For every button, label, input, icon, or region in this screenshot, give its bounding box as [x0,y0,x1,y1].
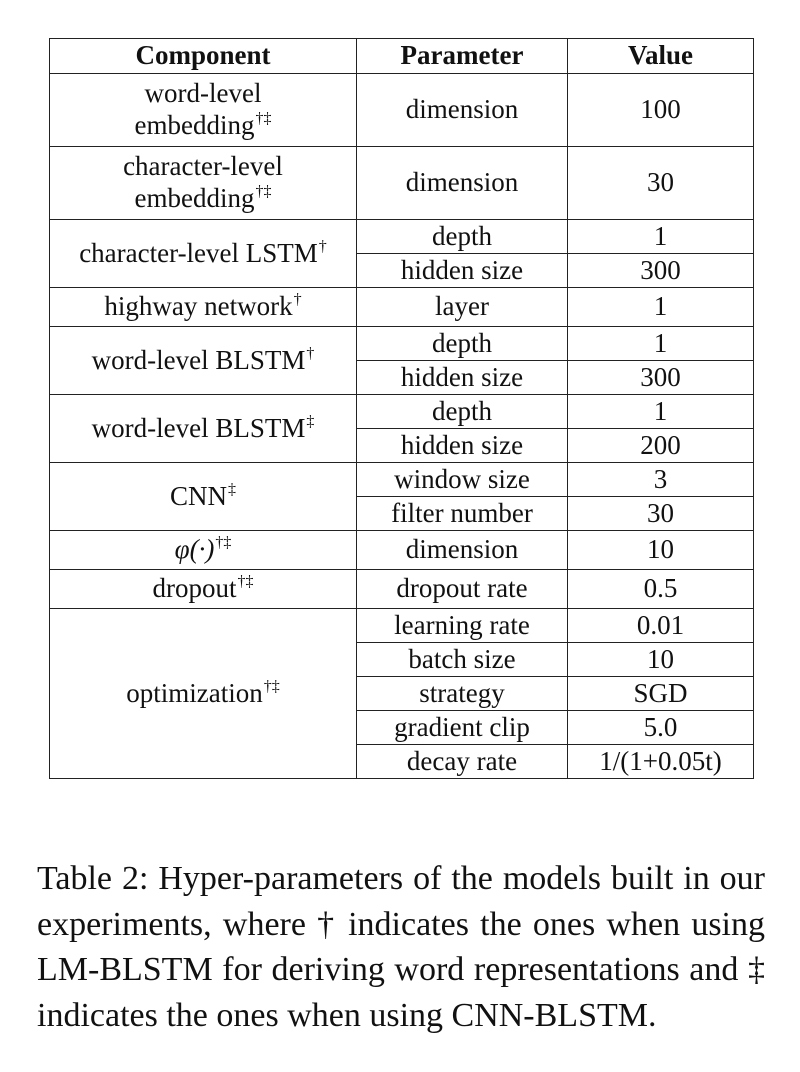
component-cell [50,531,357,570]
value-cell: 1 [568,327,754,361]
value-cell: 10 [568,643,754,677]
component-name: character-level LSTM [79,237,318,268]
parameter-cell: gradient clip [357,711,568,745]
annotation-marks: † [306,344,315,362]
parameter-cell: learning rate [357,609,568,643]
table-row [50,531,754,570]
parameter-cell: depth [357,327,568,361]
table-row [50,147,754,220]
header-parameter: Parameter [357,39,568,74]
table-row [50,220,754,254]
value-cell: 1/(1+0.05t) [568,745,754,779]
table-row [50,288,754,327]
component-cell [50,220,357,288]
table-row [50,463,754,497]
value-cell: 30 [568,497,754,531]
component-name: character-level embedding [123,151,283,213]
component-cell [50,147,357,220]
annotation-marks: †‡ [255,110,272,127]
value-cell: 0.01 [568,609,754,643]
value-cell: 3 [568,463,754,497]
parameter-cell: dimension [357,531,568,570]
annotation-marks: †‡ [263,677,280,695]
value-cell: 10 [568,531,754,570]
value-cell: 30 [568,147,754,220]
value-cell: 300 [568,361,754,395]
component-name: φ(·) [174,534,215,565]
component-cell [50,327,357,395]
value-cell: 300 [568,254,754,288]
component-cell [50,395,357,463]
parameter-cell: filter number [357,497,568,531]
value-cell: 1 [568,395,754,429]
hyperparameter-table [49,38,754,779]
annotation-marks: † [318,237,327,255]
parameter-cell: layer [357,288,568,327]
parameter-cell: window size [357,463,568,497]
parameter-cell: batch size [357,643,568,677]
component-cell [50,609,357,779]
value-cell: 5.0 [568,711,754,745]
component-cell [50,288,357,327]
value-cell: 100 [568,74,754,147]
component-name: word-level embedding [134,78,262,140]
component-name: word-level BLSTM [91,344,306,375]
component-name: dropout [152,573,237,604]
parameter-cell: dimension [357,74,568,147]
component-name: optimization [126,677,263,708]
parameter-cell: depth [357,220,568,254]
value-cell: 0.5 [568,570,754,609]
table-row [50,570,754,609]
parameter-cell: dropout rate [357,570,568,609]
annotation-marks: †‡ [215,534,232,552]
annotation-marks: †‡ [237,573,254,591]
header-value: Value [568,39,754,74]
table-body [50,74,754,779]
hyperparameter-table-container [49,38,753,779]
table-row [50,327,754,361]
parameter-cell: dimension [357,147,568,220]
header-row [50,39,754,74]
table-row [50,74,754,147]
annotation-marks: † [293,291,302,309]
component-name: highway network [104,291,293,322]
annotation-marks: ‡ [228,480,236,498]
component-name: word-level BLSTM [91,412,306,443]
annotation-marks: ‡ [306,412,315,430]
parameter-cell: depth [357,395,568,429]
value-cell: SGD [568,677,754,711]
table-row [50,395,754,429]
component-name: CNN [169,480,227,511]
parameter-cell: hidden size [357,254,568,288]
table-row [50,609,754,643]
value-cell: 1 [568,288,754,327]
component-cell [50,570,357,609]
annotation-marks: †‡ [255,183,272,200]
value-cell: 200 [568,429,754,463]
parameter-cell: hidden size [357,361,568,395]
component-cell [50,74,357,147]
parameter-cell: strategy [357,677,568,711]
component-cell [50,463,357,531]
table-caption: Table 2: Hyper-parameters of the models built in our experiments, where † indicates the ones when using LM-BLSTM for deriving word representations and ‡ indicates the ones when using CNN-BLSTM. [37,860,765,1034]
parameter-cell: hidden size [357,429,568,463]
header-component: Component [50,39,357,74]
value-cell: 1 [568,220,754,254]
parameter-cell: decay rate [357,745,568,779]
